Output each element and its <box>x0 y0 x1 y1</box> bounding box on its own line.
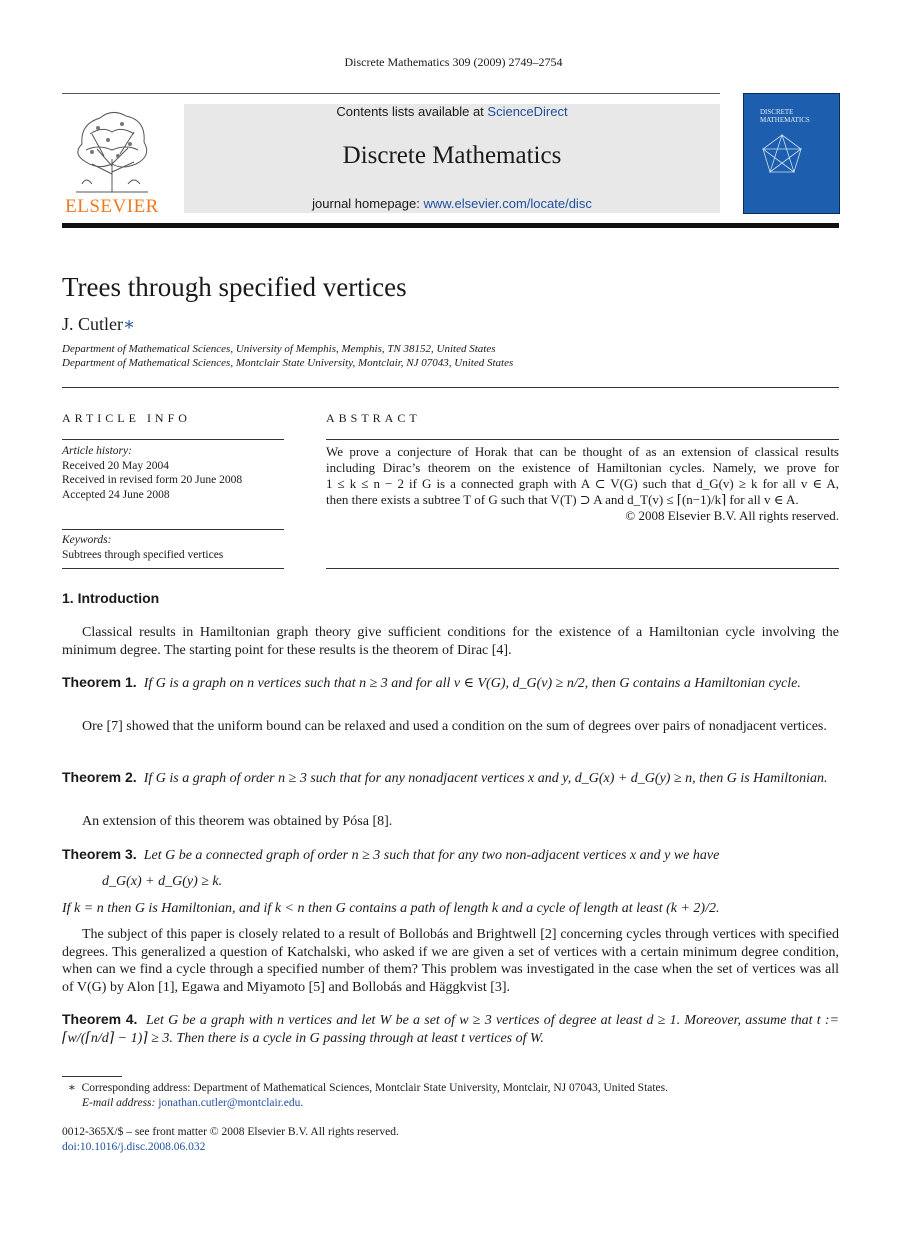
theorem-4 <box>62 1011 839 1047</box>
journal-name: Discrete Mathematics <box>342 142 562 169</box>
footnote-mark: ∗ <box>68 1082 76 1094</box>
footnote-rule <box>62 1076 122 1077</box>
footnote-address-line <box>68 1081 839 1096</box>
email-label: E-mail address: <box>82 1097 156 1109</box>
theorem-3-label: Theorem 3. <box>62 846 137 862</box>
history-label: Article history: <box>62 445 132 457</box>
journal-reference: Discrete Mathematics 309 (2009) 2749–2754 <box>344 55 563 69</box>
theorem-2 <box>62 769 839 788</box>
header-thick-rule <box>62 223 839 228</box>
email-link[interactable]: jonathan.cutler@montclair.edu <box>158 1097 301 1109</box>
email-end: . <box>300 1097 304 1109</box>
info-rule-2 <box>62 529 284 530</box>
issn-line: 0012-365X/$ – see front matter © 2008 Elsevier B.V. All rights reserved. <box>62 1126 399 1138</box>
keywords-block <box>62 533 284 562</box>
article-info-heading: ARTICLE INFO <box>62 411 191 425</box>
info-rule-1 <box>62 439 284 440</box>
author-footnote-mark[interactable]: ∗ <box>123 314 136 334</box>
abstract-copyright: © 2008 Elsevier B.V. All rights reserved. <box>625 508 839 523</box>
theorem-3-conclusion: If k = n then G is Hamiltonian, and if k < n then G contains a path of length k and a cycle of length at least (k + 2)/2. <box>62 901 720 916</box>
keywords-value: Subtrees through specified vertices <box>62 548 224 561</box>
cover-title: DISCRETE MATHEMATICS <box>760 108 810 124</box>
author-line <box>62 314 135 335</box>
accepted-date: Accepted 24 June 2008 <box>62 488 170 501</box>
homepage-prefix: journal homepage: <box>312 196 424 211</box>
info-rule-3 <box>62 568 284 569</box>
contents-prefix: Contents lists available at <box>336 104 488 119</box>
title-rule <box>62 387 839 388</box>
theorem-2-label: Theorem 2. <box>62 769 137 785</box>
doi-link[interactable]: doi:10.1016/j.disc.2008.06.032 <box>62 1141 206 1153</box>
abstract-line-2: including Dirac’s theorem on the existence of Hamiltonian cycles. Namely, we prove for <box>326 460 839 475</box>
intro-paragraph-4: The subject of this paper is closely related to a result of Bollobás and Brightwell [2] concerning cycles through vertices with specified degrees. This generalized a question of Katchalski, who asked if we are given a set of vertices with a certain minimum degree condition, when can we find a cycle through a specified number of them? This problem was investigated in the case when the set of vertices was all of V(G) by Alon [1], Egawa and Miyamoto [5] and Bollobás and Häggkvist [3]. <box>62 927 839 995</box>
intro-paragraph-3: An extension of this theorem was obtained by Pósa [8]. <box>82 814 393 829</box>
abstract-body <box>326 444 839 524</box>
affiliation-1: Department of Mathematical Sciences, University of Memphis, Memphis, TN 38152, United States <box>62 343 496 355</box>
homepage-line <box>184 196 720 211</box>
intro-paragraph-2: Ore [7] showed that the uniform bound can be relaxed and used a condition on the sum of degrees over pairs of nonadjacent vertices. <box>82 719 827 734</box>
theorem-1 <box>62 674 839 693</box>
theorem-3-text: Let G be a connected graph of order n ≥ 3 such that for any two non-adjacent vertices x and y we have <box>143 848 720 863</box>
homepage-link[interactable]: www.elsevier.com/locate/disc <box>423 196 592 211</box>
abstract-line-3: 1 ≤ k ≤ n − 2 if G is a connected graph with A ⊂ V(G) such that d_G(v) ≥ k for all v ∈ A, <box>326 476 839 491</box>
theorem-1-text: If G is a graph on n vertices such that n ≥ 3 and for all v ∈ V(G), d_G(v) ≥ n/2, then G contains a Hamiltonian cycle. <box>143 676 801 691</box>
publisher-wordmark: ELSEVIER <box>65 196 159 217</box>
received-date: Received 20 May 2004 <box>62 459 169 472</box>
abstract-line-1: We prove a conjecture of Horak that can be thought of as an extension of classical results <box>326 444 839 459</box>
affiliation-2: Department of Mathematical Sciences, Montclair State University, Montclair, NJ 07043, United States <box>62 357 514 369</box>
keywords-label: Keywords: <box>62 534 112 546</box>
author-name: J. Cutler <box>62 314 123 334</box>
abstract-rule-2 <box>326 568 839 569</box>
article-history <box>62 444 284 502</box>
theorem-3-equation: d_G(x) + d_G(y) ≥ k. <box>102 874 223 889</box>
sciencedirect-link[interactable]: ScienceDirect <box>487 104 568 119</box>
article-title: Trees through specified vertices <box>62 272 407 302</box>
intro-paragraph-1: Classical results in Hamiltonian graph theory give sufficient conditions for the existence of a Hamiltonian cycle involving the minimum degree. The starting point for these results is the theorem of Dirac [4]. <box>62 625 839 658</box>
cover-pentagon-icon <box>760 132 804 176</box>
footnote <box>68 1081 839 1111</box>
footnote-address: Corresponding address: Department of Mathematical Sciences, Montclair State University, Montclair, NJ 07043, United States. <box>81 1082 669 1094</box>
theorem-4-label: Theorem 4. <box>62 1011 138 1027</box>
abstract-line-4: then there exists a subtree T of G such that V(T) ⊃ A and d_T(v) ≤ ⌈(n−1)/k⌉ for all v ∈ A. <box>326 492 799 507</box>
theorem-2-text: If G is a graph of order n ≥ 3 such that for any nonadjacent vertices x and y, d_G(x) + d_G(y) ≥ n, then G is Hamiltonian. <box>143 771 828 786</box>
theorem-3 <box>62 846 839 865</box>
abstract-heading: ABSTRACT <box>326 411 421 425</box>
section-1-heading: 1. Introduction <box>62 590 160 606</box>
header-rule <box>62 93 720 94</box>
theorem-1-label: Theorem 1. <box>62 674 137 690</box>
revised-date: Received in revised form 20 June 2008 <box>62 474 243 486</box>
contents-line <box>184 104 720 119</box>
theorem-4-text: Let G be a graph with n vertices and let W be a set of w ≥ 3 vertices of degree at least d ≥ 1. Moreover, assume that t := ⌈w/(⌈n/d⌉ − 1)⌉ ≥ 3. Then there is a cycle in G passing through at least t vertices of W. <box>62 1013 840 1046</box>
abstract-rule-1 <box>326 439 839 440</box>
footnote-email-line <box>68 1096 839 1111</box>
